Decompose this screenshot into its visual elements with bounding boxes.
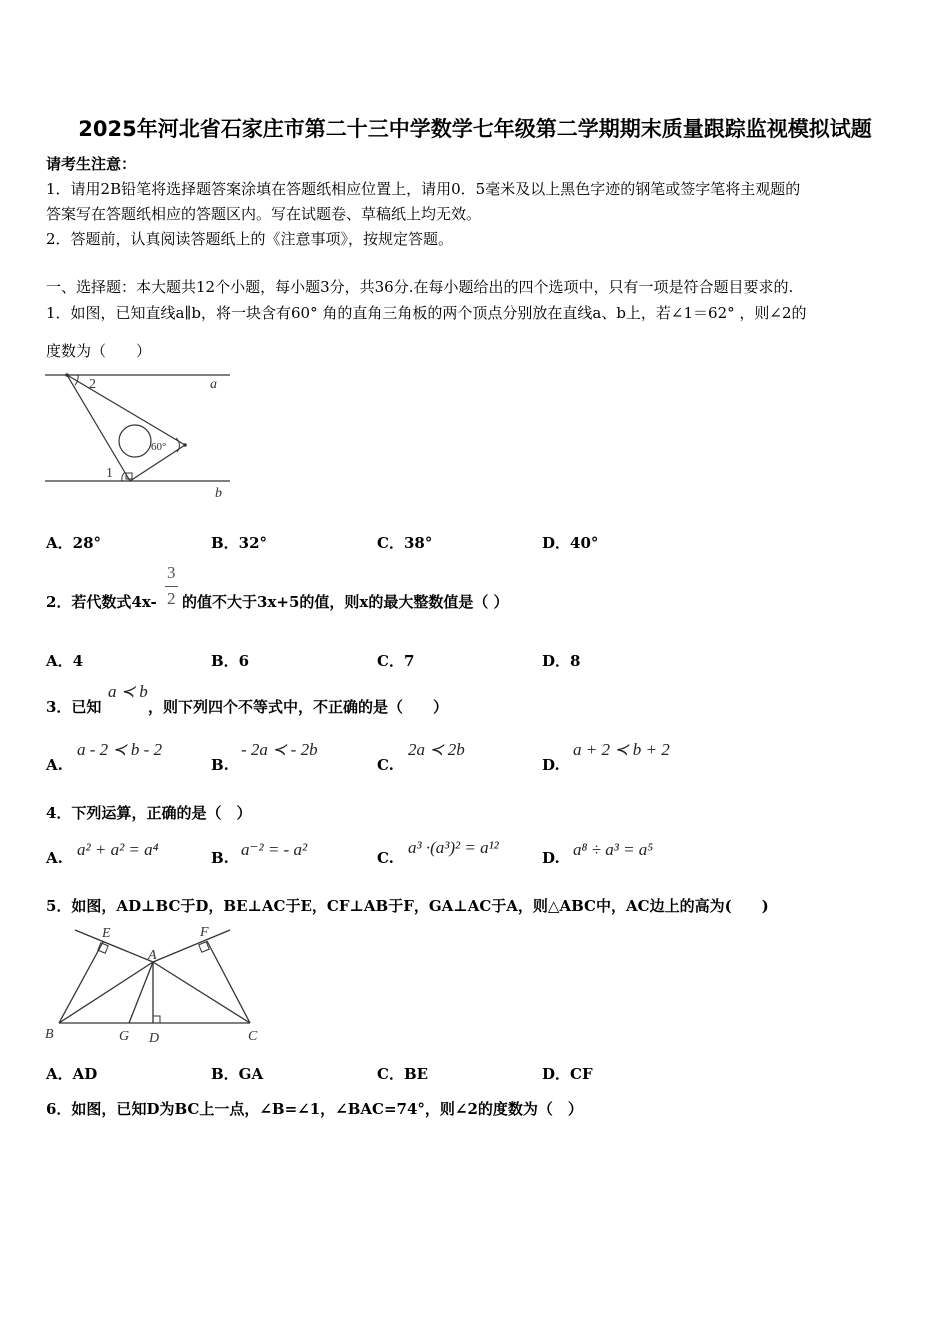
q4-option-b-label[interactable]: B. bbox=[211, 849, 229, 867]
vertex-dot-top bbox=[65, 373, 69, 377]
line-ba bbox=[59, 962, 153, 1023]
q1-figure bbox=[40, 365, 240, 505]
q3-option-c-label[interactable]: C. bbox=[377, 756, 394, 774]
right-angle-d bbox=[153, 1016, 160, 1023]
q1-stem-2: 度数为（ ） bbox=[46, 342, 152, 360]
line-ae-ext bbox=[75, 930, 153, 962]
q1-stem: 1．如图，已知直线a∥b，将一块含有60° 角的直角三角板的两个顶点分别放在直线a、b上，若∠1＝62° ，则∠2的 bbox=[46, 304, 807, 322]
q5-stem: 5．如图，AD⊥BC于D，BE⊥AC于E，CF⊥AB于F，GA⊥AC于A，则△ABC中，AC边上的高为( ) bbox=[46, 897, 769, 915]
vertex-dot bbox=[183, 443, 187, 447]
q3-option-d-formula[interactable]: a + 2 ≺ b + 2 bbox=[573, 740, 670, 759]
notice-line-1: 1．请用2B铅笔将选择题答案涂填在答题纸相应位置上，请用0．5毫米及以上黑色字迹的钢笔或签字笔将主观题的 bbox=[46, 180, 801, 198]
q3-stem-post: ，则下列四个不等式中，不正确的是（ ） bbox=[148, 698, 449, 716]
label-a: A bbox=[148, 948, 157, 963]
q1-option-c[interactable]: C．38° bbox=[377, 534, 433, 552]
q5-option-c[interactable]: C．BE bbox=[377, 1065, 429, 1083]
ruler-hole bbox=[119, 425, 151, 457]
q4-option-b-formula[interactable]: a⁻² = - a² bbox=[241, 840, 308, 859]
q5-option-a[interactable]: A．AD bbox=[46, 1065, 98, 1083]
q2-option-b[interactable]: B．6 bbox=[211, 652, 250, 670]
q3-condition: a ≺ b bbox=[108, 682, 148, 701]
line-ac bbox=[153, 962, 250, 1023]
label-e: E bbox=[102, 926, 111, 941]
q3-option-a-label[interactable]: A. bbox=[46, 756, 63, 774]
q4-stem: 4．下列运算，正确的是（ ） bbox=[46, 804, 252, 822]
q4-option-a-formula[interactable]: a² + a² = a⁴ bbox=[77, 840, 159, 859]
label-2: 2 bbox=[89, 377, 96, 392]
label-1: 1 bbox=[106, 466, 113, 481]
q5-option-d[interactable]: D．CF bbox=[542, 1065, 593, 1083]
label-f: F bbox=[200, 925, 209, 940]
q2-option-c[interactable]: C．7 bbox=[377, 652, 415, 670]
q3-option-d-label[interactable]: D. bbox=[542, 756, 560, 774]
q5-option-b[interactable]: B．GA bbox=[211, 1065, 264, 1083]
q3-option-c-formula[interactable]: 2a ≺ 2b bbox=[408, 740, 465, 759]
line-ga bbox=[129, 962, 153, 1023]
q2-stem-post: 的值不大于3x+5的值，则x的最大整数值是（ ） bbox=[182, 593, 509, 611]
q2-stem-pre: 2．若代数式4x- bbox=[46, 593, 157, 611]
notice-heading: 请考生注意： bbox=[46, 155, 137, 173]
label-b: B bbox=[45, 1027, 54, 1042]
line-cf bbox=[207, 941, 250, 1023]
q6-stem: 6．如图，已知D为BC上一点，∠B=∠1，∠BAC=74°，则∠2的度数为（ ） bbox=[46, 1100, 583, 1118]
q2-frac-num: 3 bbox=[167, 563, 176, 582]
q4-option-d-formula[interactable]: a⁸ ÷ a³ = a⁵ bbox=[573, 840, 654, 859]
label-g: G bbox=[119, 1029, 130, 1044]
notice-line-1b: 答案写在答题纸相应的答题区内。写在试题卷、草稿纸上均无效。 bbox=[46, 205, 482, 223]
q3-option-b-label[interactable]: B. bbox=[211, 756, 229, 774]
q5-figure bbox=[40, 918, 270, 1050]
section-heading: 一、选择题：本大题共12个小题，每小题3分，共36分.在每小题给出的四个选项中，只有一项是符合题目要求的. bbox=[46, 278, 794, 296]
q1-option-b[interactable]: B．32° bbox=[211, 534, 268, 552]
q2-frac-bar bbox=[165, 586, 178, 587]
angle-1-arc bbox=[122, 472, 125, 481]
label-60: 60° bbox=[151, 441, 167, 453]
notice-line-2: 2．答题前，认真阅读答题纸上的《注意事项》，按规定答题。 bbox=[46, 230, 454, 248]
page-title: 2025年河北省石家庄市第二十三中学数学七年级第二学期期末质量跟踪监视模拟试题 bbox=[78, 117, 872, 141]
q3-stem-pre: 3．已知 bbox=[46, 698, 102, 716]
q1-option-d[interactable]: D．40° bbox=[542, 534, 599, 552]
label-b: b bbox=[215, 486, 222, 501]
q4-option-c-label[interactable]: C. bbox=[377, 849, 394, 867]
line-af-ext bbox=[153, 930, 230, 962]
label-c: C bbox=[248, 1029, 258, 1044]
q2-option-a[interactable]: A．4 bbox=[46, 652, 84, 670]
q3-option-b-formula[interactable]: - 2a ≺ - 2b bbox=[241, 740, 318, 759]
q2-frac-den: 2 bbox=[167, 589, 176, 608]
label-d: D bbox=[149, 1031, 160, 1046]
line-be bbox=[59, 942, 103, 1023]
q1-option-a[interactable]: A．28° bbox=[46, 534, 102, 552]
label-a: a bbox=[210, 377, 217, 392]
q3-option-a-formula[interactable]: a - 2 ≺ b - 2 bbox=[77, 740, 163, 759]
q4-option-d-label[interactable]: D. bbox=[542, 849, 560, 867]
q4-option-a-label[interactable]: A. bbox=[46, 849, 63, 867]
q2-option-d[interactable]: D．8 bbox=[542, 652, 581, 670]
q4-option-c-formula[interactable]: a³ ·(a³)² = a¹² bbox=[408, 838, 499, 857]
